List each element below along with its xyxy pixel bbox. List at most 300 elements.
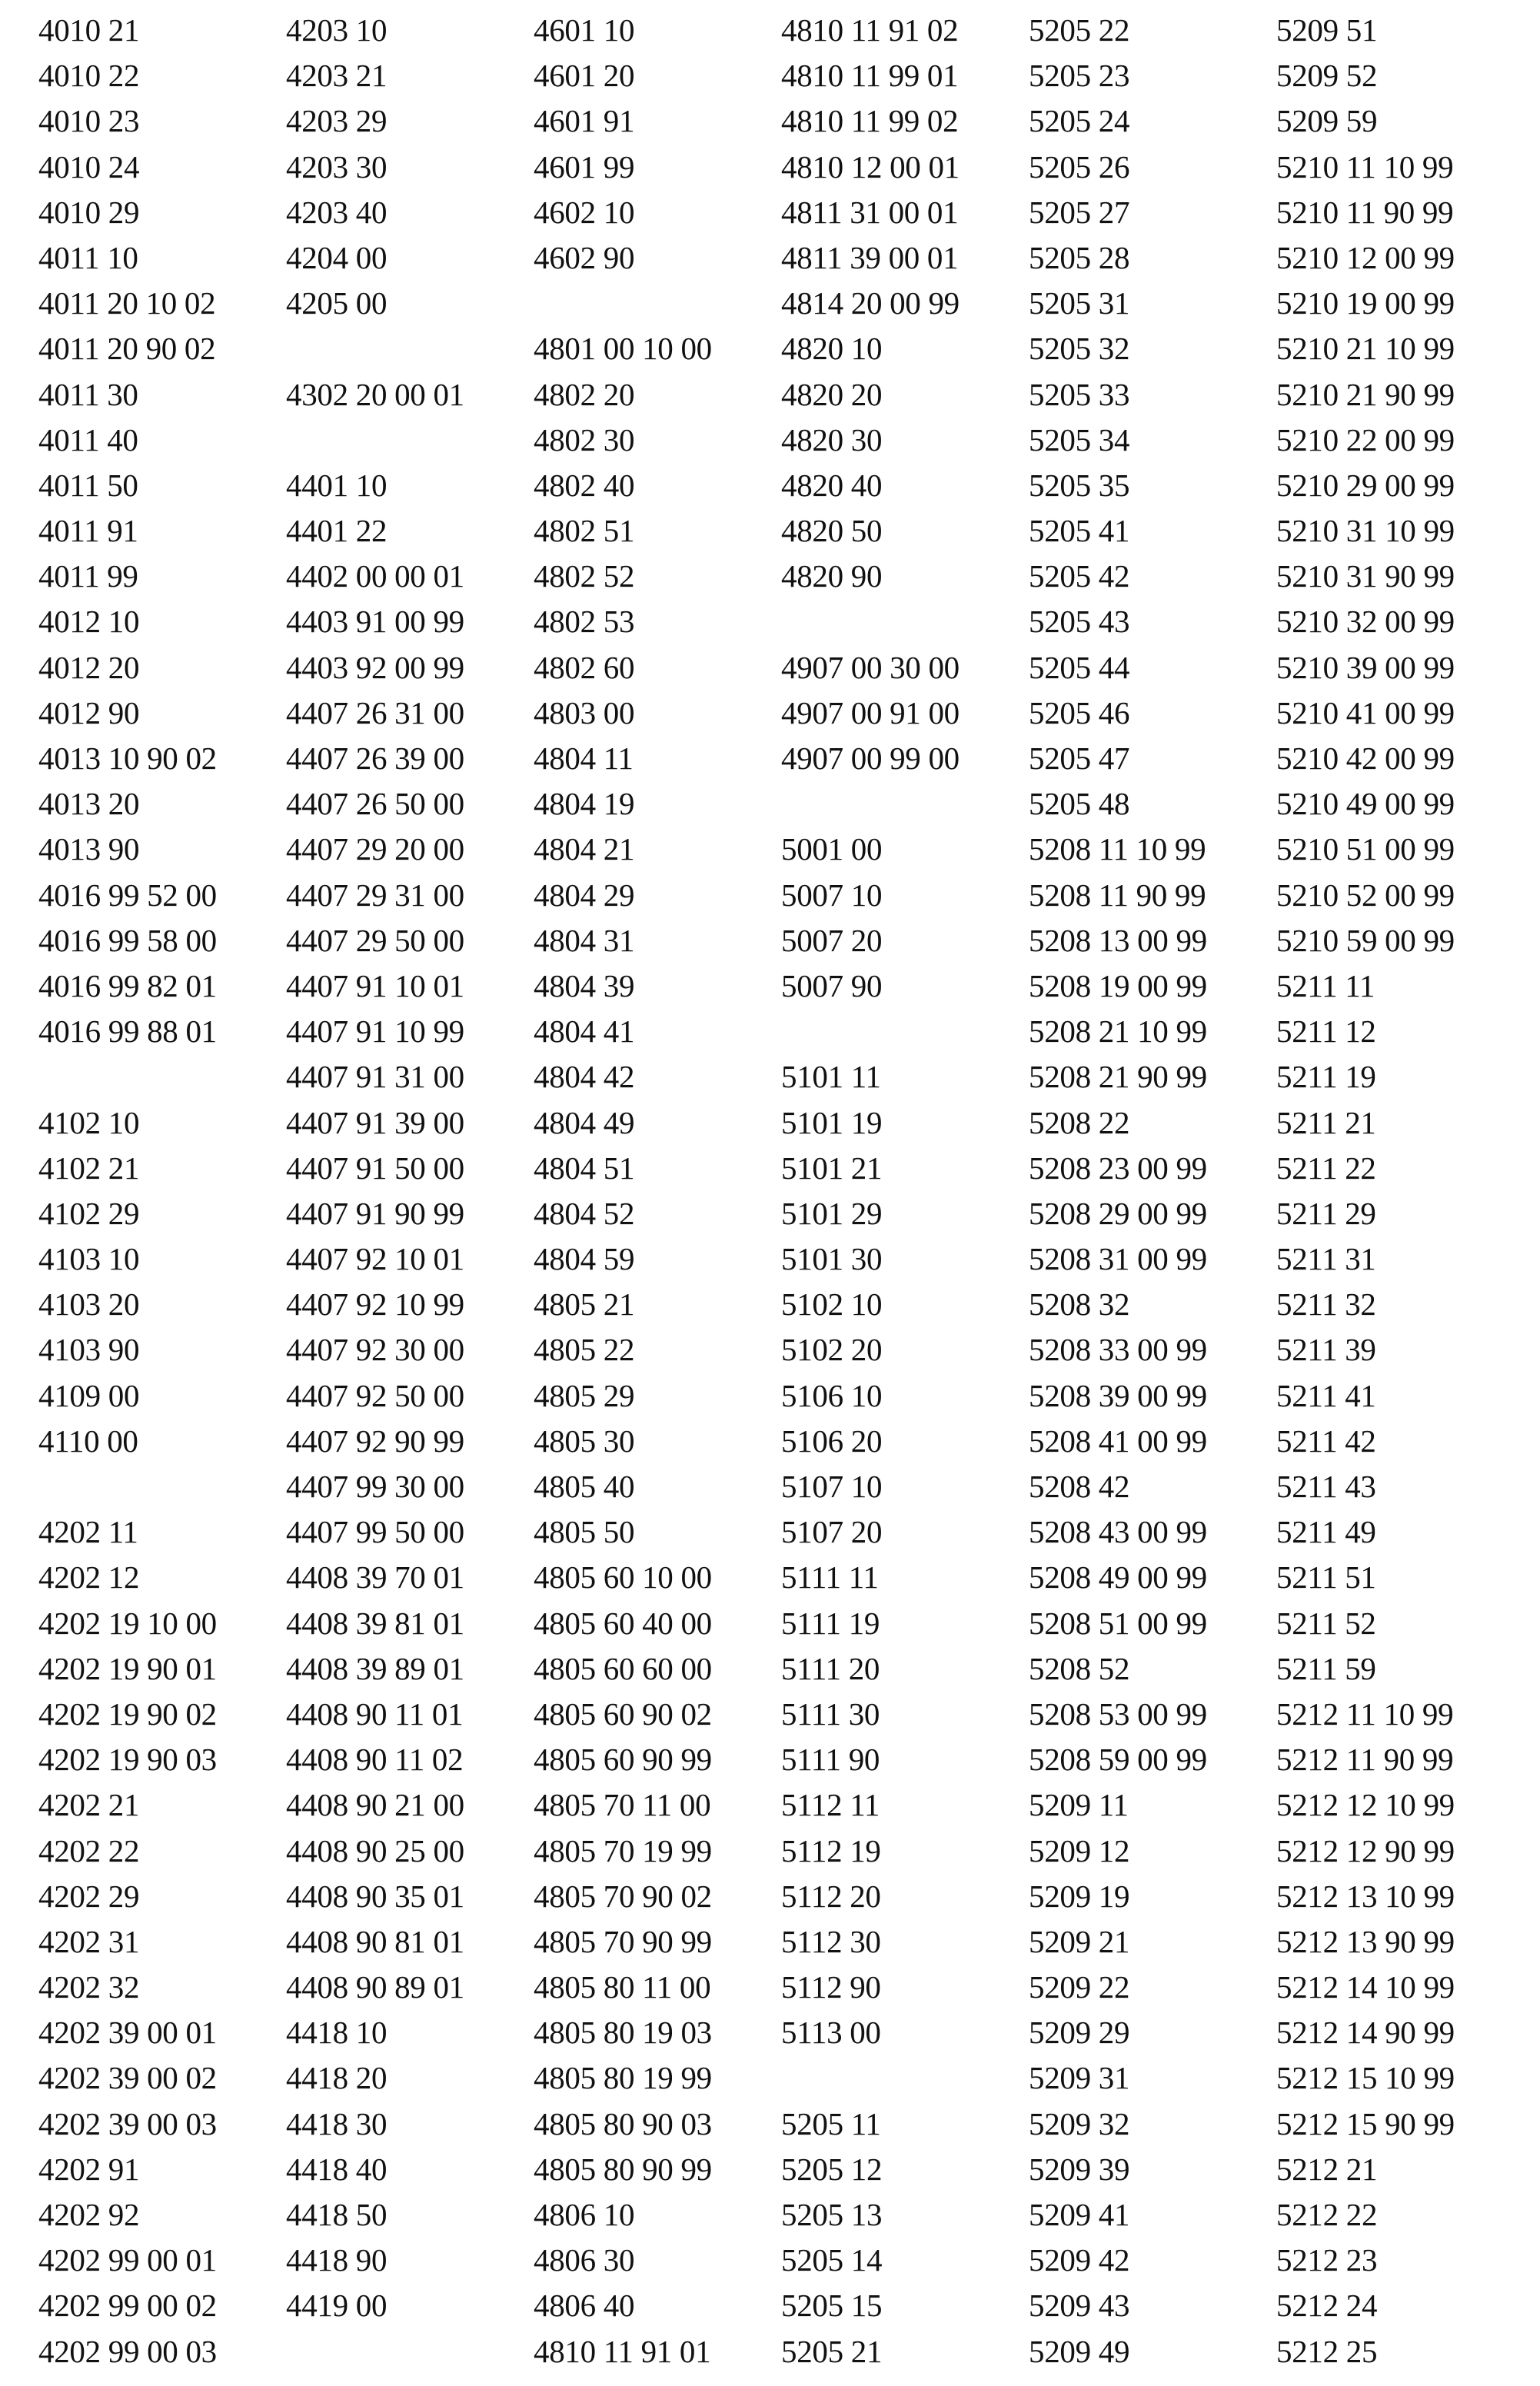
tariff-code: 5208 59 00 99 xyxy=(1029,1742,1207,1778)
tariff-code: 4820 40 xyxy=(781,467,883,503)
tariff-code: 5208 52 xyxy=(1029,1650,1130,1686)
tariff-code: 4805 60 90 02 xyxy=(534,1695,712,1732)
tariff-code: 4907 00 91 00 xyxy=(781,694,960,730)
tariff-code: 5210 19 00 99 xyxy=(1276,285,1455,321)
tariff-code: 4011 50 xyxy=(38,467,138,503)
tariff-code: 4810 11 91 02 xyxy=(781,12,959,48)
tariff-code: 4407 91 90 99 xyxy=(286,1195,464,1231)
tariff-code xyxy=(781,1009,1029,1054)
tariff-code: 5101 21 xyxy=(781,1150,883,1186)
tariff-code: 4810 11 99 02 xyxy=(781,103,959,139)
tariff-code: 5212 21 xyxy=(1276,2151,1378,2187)
tariff-code: 5211 42 xyxy=(1276,1423,1376,1459)
tariff-code: 4805 70 90 02 xyxy=(534,1878,712,1914)
tariff-code: 4805 30 xyxy=(534,1423,635,1459)
tariff-code: 4907 00 99 00 xyxy=(781,740,960,776)
tariff-code: 4010 21 xyxy=(38,12,140,48)
tariff-code: 4804 29 xyxy=(534,877,635,913)
tariff-code: 4805 80 90 03 xyxy=(534,2105,712,2141)
tariff-code: 4103 90 xyxy=(38,1332,140,1368)
tariff-code: 5102 10 xyxy=(781,1286,883,1323)
tariff-code: 4408 39 89 01 xyxy=(286,1650,464,1686)
tariff-code: 4401 10 xyxy=(286,467,387,503)
tariff-code: 4407 91 50 00 xyxy=(286,1150,464,1186)
code-column-1 xyxy=(38,8,286,2374)
tariff-code: 5212 13 90 99 xyxy=(1276,1923,1455,1959)
tariff-code: 5210 41 00 99 xyxy=(1276,694,1455,730)
tariff-code: 4602 90 xyxy=(534,239,635,275)
tariff-code: 4010 22 xyxy=(38,58,140,94)
tariff-code: 5209 11 xyxy=(1029,1787,1129,1823)
tariff-code: 5205 22 xyxy=(1029,12,1130,48)
tariff-code: 5210 39 00 99 xyxy=(1276,649,1455,685)
tariff-code: 4805 22 xyxy=(534,1332,635,1368)
tariff-code: 4408 90 11 01 xyxy=(286,1695,464,1732)
tariff-code: 5208 43 00 99 xyxy=(1029,1514,1207,1550)
tariff-code: 5212 12 90 99 xyxy=(1276,1832,1455,1869)
tariff-code: 5211 11 xyxy=(1276,967,1375,1003)
tariff-code: 5205 21 xyxy=(781,2333,883,2369)
tariff-code: 5101 11 xyxy=(781,1059,881,1095)
code-column-3 xyxy=(534,8,781,2374)
tariff-code xyxy=(781,2055,1029,2101)
tariff-code: 4407 92 50 00 xyxy=(286,1377,464,1413)
tariff-code: 5208 11 90 99 xyxy=(1029,877,1206,913)
tariff-code: 5205 32 xyxy=(1029,331,1130,367)
tariff-code: 4805 70 90 99 xyxy=(534,1923,712,1959)
tariff-code: 5208 41 00 99 xyxy=(1029,1423,1207,1459)
tariff-code: 5208 21 10 99 xyxy=(1029,1013,1207,1050)
tariff-code: 4806 10 xyxy=(534,2197,635,2232)
tariff-code xyxy=(534,281,781,326)
tariff-code: 4202 99 00 01 xyxy=(38,2242,217,2278)
tariff-code: 5205 44 xyxy=(1029,649,1130,685)
tariff-code: 4407 29 50 00 xyxy=(286,922,464,958)
tariff-code: 4811 39 00 01 xyxy=(781,239,959,275)
tariff-code: 5208 23 00 99 xyxy=(1029,1150,1207,1186)
tariff-code: 4802 20 xyxy=(534,376,635,412)
tariff-code: 4804 31 xyxy=(534,922,635,958)
tariff-code: 4805 80 90 99 xyxy=(534,2151,712,2187)
tariff-code: 4202 19 10 00 xyxy=(38,1605,217,1641)
tariff-code: 5208 49 00 99 xyxy=(1029,1559,1207,1596)
tariff-code: 5209 49 xyxy=(1029,2333,1130,2369)
tariff-code: 4408 90 25 00 xyxy=(286,1832,464,1869)
tariff-code: 4011 20 90 02 xyxy=(38,331,216,367)
tariff-code: 4202 91 xyxy=(38,2151,140,2187)
tariff-code: 4407 92 30 00 xyxy=(286,1332,464,1368)
tariff-code: 5107 20 xyxy=(781,1514,883,1550)
tariff-code: 4011 30 xyxy=(38,376,138,412)
tariff-code: 4202 92 xyxy=(38,2197,140,2232)
tariff-code xyxy=(781,599,1029,644)
tariff-code: 5209 32 xyxy=(1029,2105,1130,2141)
tariff-code: 4805 50 xyxy=(534,1514,635,1550)
tariff-code: 4103 20 xyxy=(38,1286,140,1323)
tariff-code: 5111 11 xyxy=(781,1559,879,1596)
tariff-code: 4601 20 xyxy=(534,58,635,94)
tariff-code: 5112 30 xyxy=(781,1923,881,1959)
tariff-code: 4805 80 11 00 xyxy=(534,1969,711,2005)
tariff-code: 5209 21 xyxy=(1029,1923,1130,1959)
code-column-6 xyxy=(1276,8,1524,2374)
tariff-code: 4202 19 90 01 xyxy=(38,1650,217,1686)
tariff-code: 5112 19 xyxy=(781,1832,881,1869)
tariff-code: 4804 49 xyxy=(534,1104,635,1140)
tariff-code: 4601 91 xyxy=(534,103,635,139)
tariff-code: 5209 51 xyxy=(1276,12,1378,48)
tariff-code: 5205 35 xyxy=(1029,467,1130,503)
tariff-code: 5209 41 xyxy=(1029,2197,1130,2232)
tariff-code: 4805 29 xyxy=(534,1377,635,1413)
tariff-code: 5212 14 90 99 xyxy=(1276,2015,1455,2051)
tariff-code: 5211 41 xyxy=(1276,1377,1376,1413)
tariff-code: 4202 39 00 01 xyxy=(38,2015,217,2051)
tariff-code: 4805 60 60 00 xyxy=(534,1650,712,1686)
tariff-code: 4407 26 39 00 xyxy=(286,740,464,776)
tariff-code: 4814 20 00 99 xyxy=(781,285,960,321)
tariff-code: 5209 19 xyxy=(1029,1878,1130,1914)
tariff-code: 5112 11 xyxy=(781,1787,880,1823)
tariff-code: 4202 21 xyxy=(38,1787,140,1823)
tariff-code: 4408 90 21 00 xyxy=(286,1787,464,1823)
tariff-code: 5205 28 xyxy=(1029,239,1130,275)
tariff-code: 4408 90 35 01 xyxy=(286,1878,464,1914)
tariff-code: 4804 39 xyxy=(534,967,635,1003)
tariff-code: 4204 00 xyxy=(286,239,387,275)
tariff-code: 4202 99 00 03 xyxy=(38,2333,217,2369)
tariff-code: 5208 19 00 99 xyxy=(1029,967,1207,1003)
tariff-code: 4401 22 xyxy=(286,513,387,549)
tariff-code: 5001 00 xyxy=(781,831,883,867)
tariff-code: 5210 49 00 99 xyxy=(1276,786,1455,822)
tariff-code: 4802 30 xyxy=(534,421,635,458)
tariff-code: 4418 90 xyxy=(286,2242,387,2278)
tariff-code: 5211 59 xyxy=(1276,1650,1376,1686)
tariff-code: 5212 23 xyxy=(1276,2242,1378,2278)
tariff-code xyxy=(286,2329,534,2374)
tariff-code: 5205 33 xyxy=(1029,376,1130,412)
tariff-code: 4601 99 xyxy=(534,148,635,185)
tariff-code xyxy=(38,1464,286,1509)
tariff-code: 5205 13 xyxy=(781,2197,883,2232)
tariff-code: 4804 11 xyxy=(534,740,634,776)
tariff-code: 4016 99 58 00 xyxy=(38,922,217,958)
tariff-code: 5212 15 10 99 xyxy=(1276,2060,1455,2096)
tariff-code: 4805 80 19 03 xyxy=(534,2015,712,2051)
tariff-code: 4407 92 90 99 xyxy=(286,1423,464,1459)
tariff-code: 5205 48 xyxy=(1029,786,1130,822)
tariff-code: 5210 21 90 99 xyxy=(1276,376,1455,412)
tariff-code: 5209 31 xyxy=(1029,2060,1130,2096)
tariff-code: 5205 47 xyxy=(1029,740,1130,776)
tariff-code: 4820 20 xyxy=(781,376,883,412)
tariff-code: 4805 80 19 99 xyxy=(534,2060,712,2096)
tariff-code: 5007 10 xyxy=(781,877,883,913)
tariff-code: 5212 22 xyxy=(1276,2197,1378,2232)
tariff-code: 5209 59 xyxy=(1276,103,1378,139)
tariff-code: 5205 31 xyxy=(1029,285,1130,321)
tariff-code: 5210 52 00 99 xyxy=(1276,877,1455,913)
tariff-code: 4408 39 81 01 xyxy=(286,1605,464,1641)
tariff-code: 4016 99 88 01 xyxy=(38,1013,217,1050)
tariff-code: 5112 90 xyxy=(781,1969,881,2005)
tariff-code: 5212 15 90 99 xyxy=(1276,2105,1455,2141)
tariff-code: 4801 00 10 00 xyxy=(534,331,712,367)
tariff-code: 5212 14 10 99 xyxy=(1276,1969,1455,2005)
tariff-code: 5112 20 xyxy=(781,1878,881,1914)
tariff-code: 5210 29 00 99 xyxy=(1276,467,1455,503)
tariff-code: 5111 30 xyxy=(781,1695,880,1732)
tariff-code: 5208 13 00 99 xyxy=(1029,922,1207,958)
tariff-code: 4804 42 xyxy=(534,1059,635,1095)
tariff-code: 4407 91 10 01 xyxy=(286,967,464,1003)
tariff-code: 4408 39 70 01 xyxy=(286,1559,464,1596)
tariff-code: 4011 91 xyxy=(38,513,138,549)
tariff-code: 5210 51 00 99 xyxy=(1276,831,1455,867)
tariff-code: 4802 53 xyxy=(534,604,635,640)
tariff-code: 4202 39 00 03 xyxy=(38,2105,217,2141)
tariff-code: 4810 11 91 01 xyxy=(534,2333,711,2369)
tariff-code: 4203 30 xyxy=(286,148,387,185)
tariff-code: 4403 92 00 99 xyxy=(286,649,464,685)
tariff-code: 4202 99 00 02 xyxy=(38,2288,217,2324)
tariff-code: 5210 11 90 99 xyxy=(1276,194,1454,230)
tariff-code: 5101 19 xyxy=(781,1104,883,1140)
tariff-code: 5211 19 xyxy=(1276,1059,1376,1095)
tariff-code: 4013 10 90 02 xyxy=(38,740,217,776)
tariff-code: 5106 10 xyxy=(781,1377,883,1413)
tariff-code: 5211 32 xyxy=(1276,1286,1376,1323)
tariff-code: 5209 12 xyxy=(1029,1832,1130,1869)
tariff-code xyxy=(286,418,534,463)
code-column-4 xyxy=(781,8,1029,2374)
tariff-code: 5211 29 xyxy=(1276,1195,1376,1231)
tariff-code: 4407 26 50 00 xyxy=(286,786,464,822)
tariff-code: 5210 31 10 99 xyxy=(1276,513,1455,549)
tariff-code: 4811 31 00 01 xyxy=(781,194,959,230)
tariff-code-table xyxy=(38,8,1538,2374)
tariff-code: 5210 22 00 99 xyxy=(1276,421,1455,458)
tariff-code: 4102 10 xyxy=(38,1104,140,1140)
tariff-code: 4202 19 90 03 xyxy=(38,1742,217,1778)
tariff-code: 4011 99 xyxy=(38,558,138,594)
tariff-code: 5208 31 00 99 xyxy=(1029,1241,1207,1277)
tariff-code: 4805 21 xyxy=(534,1286,635,1323)
tariff-code: 5212 12 10 99 xyxy=(1276,1787,1455,1823)
tariff-code: 5101 29 xyxy=(781,1195,883,1231)
tariff-code: 4010 24 xyxy=(38,148,140,185)
tariff-code: 5211 21 xyxy=(1276,1104,1376,1140)
tariff-code xyxy=(781,781,1029,827)
tariff-code: 4418 30 xyxy=(286,2105,387,2141)
tariff-code: 5209 22 xyxy=(1029,1969,1130,2005)
tariff-code: 5111 20 xyxy=(781,1650,880,1686)
tariff-code: 5212 13 10 99 xyxy=(1276,1878,1455,1914)
tariff-code: 4804 51 xyxy=(534,1150,635,1186)
tariff-code: 4810 12 00 01 xyxy=(781,148,960,185)
tariff-code: 4407 99 30 00 xyxy=(286,1469,464,1504)
tariff-code: 4012 90 xyxy=(38,694,140,730)
tariff-code: 4418 50 xyxy=(286,2197,387,2232)
tariff-code: 4407 91 10 99 xyxy=(286,1013,464,1050)
tariff-code: 4403 91 00 99 xyxy=(286,604,464,640)
tariff-code: 4012 10 xyxy=(38,604,140,640)
tariff-code: 5205 34 xyxy=(1029,421,1130,458)
tariff-code: 4407 29 20 00 xyxy=(286,831,464,867)
tariff-code: 4820 30 xyxy=(781,421,883,458)
tariff-code: 4407 91 31 00 xyxy=(286,1059,464,1095)
tariff-code: 5208 33 00 99 xyxy=(1029,1332,1207,1368)
tariff-code: 4202 31 xyxy=(38,1923,140,1959)
tariff-code: 5208 42 xyxy=(1029,1469,1130,1504)
tariff-code: 4302 20 00 01 xyxy=(286,376,464,412)
tariff-code: 5208 51 00 99 xyxy=(1029,1605,1207,1641)
tariff-code: 5208 53 00 99 xyxy=(1029,1695,1207,1732)
tariff-code: 5205 46 xyxy=(1029,694,1130,730)
tariff-code: 5210 12 00 99 xyxy=(1276,239,1455,275)
tariff-code: 4820 90 xyxy=(781,558,883,594)
tariff-code: 5205 26 xyxy=(1029,148,1130,185)
tariff-code: 4408 90 89 01 xyxy=(286,1969,464,2005)
tariff-code: 4203 29 xyxy=(286,103,387,139)
tariff-code: 5210 21 10 99 xyxy=(1276,331,1455,367)
tariff-code: 5106 20 xyxy=(781,1423,883,1459)
tariff-code: 4012 20 xyxy=(38,649,140,685)
tariff-code: 4102 21 xyxy=(38,1150,140,1186)
tariff-code: 5211 43 xyxy=(1276,1469,1376,1504)
tariff-code: 5209 29 xyxy=(1029,2015,1130,2051)
tariff-code: 4203 10 xyxy=(286,12,387,48)
tariff-code: 4202 39 00 02 xyxy=(38,2060,217,2096)
tariff-code: 5101 30 xyxy=(781,1241,883,1277)
tariff-code: 4110 00 xyxy=(38,1423,138,1459)
tariff-code: 4408 90 81 01 xyxy=(286,1923,464,1959)
tariff-code: 5209 42 xyxy=(1029,2242,1130,2278)
tariff-code: 4806 30 xyxy=(534,2242,635,2278)
tariff-code: 5205 14 xyxy=(781,2242,883,2278)
tariff-code: 4203 40 xyxy=(286,194,387,230)
code-column-2 xyxy=(286,8,534,2374)
tariff-code: 5211 31 xyxy=(1276,1241,1376,1277)
tariff-code: 5205 41 xyxy=(1029,513,1130,549)
tariff-code: 5211 52 xyxy=(1276,1605,1376,1641)
tariff-code: 5210 32 00 99 xyxy=(1276,604,1455,640)
tariff-code: 4601 10 xyxy=(534,12,635,48)
tariff-code: 4013 20 xyxy=(38,786,140,822)
tariff-code xyxy=(286,326,534,371)
tariff-code: 4010 23 xyxy=(38,103,140,139)
tariff-code: 5205 24 xyxy=(1029,103,1130,139)
tariff-code: 4802 60 xyxy=(534,649,635,685)
tariff-code: 4010 29 xyxy=(38,194,140,230)
tariff-code: 5205 15 xyxy=(781,2288,883,2324)
tariff-code: 5210 59 00 99 xyxy=(1276,922,1455,958)
tariff-code: 5107 10 xyxy=(781,1469,883,1504)
tariff-code: 5007 90 xyxy=(781,967,883,1003)
tariff-code: 4407 99 50 00 xyxy=(286,1514,464,1550)
tariff-code: 4805 60 40 00 xyxy=(534,1605,712,1641)
tariff-code: 4407 92 10 99 xyxy=(286,1286,464,1323)
tariff-code: 4820 10 xyxy=(781,331,883,367)
tariff-code: 5210 31 90 99 xyxy=(1276,558,1455,594)
tariff-code: 5210 11 10 99 xyxy=(1276,148,1454,185)
tariff-code: 4016 99 82 01 xyxy=(38,967,217,1003)
tariff-code: 4407 29 31 00 xyxy=(286,877,464,913)
tariff-code: 4804 52 xyxy=(534,1195,635,1231)
tariff-code: 5208 32 xyxy=(1029,1286,1130,1323)
tariff-code: 5212 24 xyxy=(1276,2288,1378,2324)
tariff-code: 5210 42 00 99 xyxy=(1276,740,1455,776)
tariff-code: 4103 10 xyxy=(38,1241,140,1277)
tariff-code: 4805 60 90 99 xyxy=(534,1742,712,1778)
tariff-code: 4806 40 xyxy=(534,2288,635,2324)
tariff-code: 4202 19 90 02 xyxy=(38,1695,217,1732)
tariff-code: 4419 00 xyxy=(286,2288,387,2324)
tariff-code: 5205 27 xyxy=(1029,194,1130,230)
tariff-code: 5211 22 xyxy=(1276,1150,1376,1186)
tariff-code: 4805 70 19 99 xyxy=(534,1832,712,1869)
tariff-code: 4202 11 xyxy=(38,1514,138,1550)
tariff-code: 5209 39 xyxy=(1029,2151,1130,2187)
tariff-code: 4418 10 xyxy=(286,2015,387,2051)
tariff-code: 4203 21 xyxy=(286,58,387,94)
tariff-code: 4804 21 xyxy=(534,831,635,867)
tariff-code: 4202 12 xyxy=(38,1559,140,1596)
tariff-code: 4804 59 xyxy=(534,1241,635,1277)
tariff-code xyxy=(38,1054,286,1100)
tariff-code: 4805 60 10 00 xyxy=(534,1559,712,1596)
tariff-code: 4805 40 xyxy=(534,1469,635,1504)
tariff-code: 4802 52 xyxy=(534,558,635,594)
tariff-code: 4402 00 00 01 xyxy=(286,558,464,594)
tariff-code: 5209 52 xyxy=(1276,58,1378,94)
tariff-code: 4805 70 11 00 xyxy=(534,1787,711,1823)
tariff-code: 5208 39 00 99 xyxy=(1029,1377,1207,1413)
tariff-code: 4804 41 xyxy=(534,1013,635,1050)
tariff-code: 5111 90 xyxy=(781,1742,880,1778)
tariff-code: 4802 51 xyxy=(534,513,635,549)
tariff-code: 4102 29 xyxy=(38,1195,140,1231)
tariff-code: 4418 20 xyxy=(286,2060,387,2096)
tariff-code: 4802 40 xyxy=(534,467,635,503)
code-column-5 xyxy=(1029,8,1276,2374)
tariff-code: 4202 22 xyxy=(38,1832,140,1869)
tariff-code: 4418 40 xyxy=(286,2151,387,2187)
tariff-code: 4013 90 xyxy=(38,831,140,867)
tariff-code: 4408 90 11 02 xyxy=(286,1742,464,1778)
tariff-code: 5211 39 xyxy=(1276,1332,1376,1368)
tariff-code: 5212 11 90 99 xyxy=(1276,1742,1454,1778)
tariff-code: 4011 10 xyxy=(38,239,138,275)
tariff-code: 4810 11 99 01 xyxy=(781,58,959,94)
tariff-code: 4202 32 xyxy=(38,1969,140,2005)
tariff-code: 4202 29 xyxy=(38,1878,140,1914)
tariff-code: 5208 22 xyxy=(1029,1104,1130,1140)
tariff-code: 5211 49 xyxy=(1276,1514,1376,1550)
tariff-code: 4205 00 xyxy=(286,285,387,321)
tariff-code: 5211 12 xyxy=(1276,1013,1376,1050)
tariff-code: 5212 25 xyxy=(1276,2333,1378,2369)
tariff-code: 5205 43 xyxy=(1029,604,1130,640)
tariff-code: 4011 40 xyxy=(38,421,138,458)
tariff-code: 5205 23 xyxy=(1029,58,1130,94)
tariff-code: 5007 20 xyxy=(781,922,883,958)
tariff-code: 4602 10 xyxy=(534,194,635,230)
tariff-code: 5102 20 xyxy=(781,1332,883,1368)
tariff-code: 4407 91 39 00 xyxy=(286,1104,464,1140)
tariff-code: 4407 26 31 00 xyxy=(286,694,464,730)
